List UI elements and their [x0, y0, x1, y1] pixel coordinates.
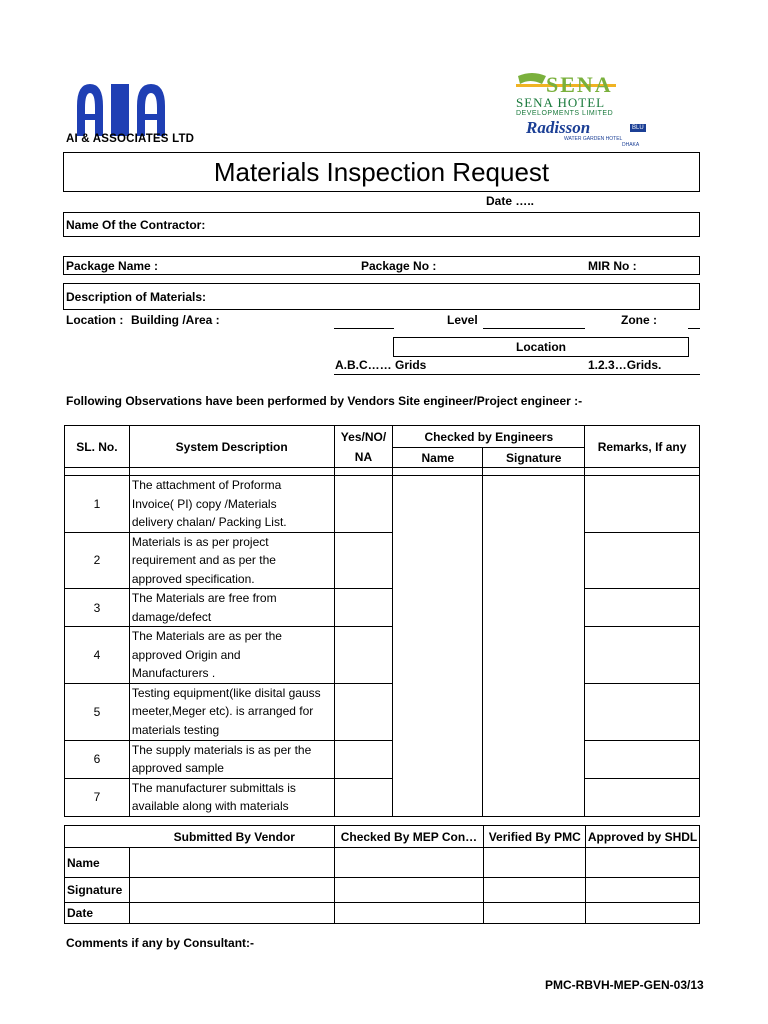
contractor-box[interactable]: [63, 212, 700, 237]
aia-logo: [74, 78, 168, 138]
header-checked: Checked by Engineers: [393, 426, 585, 448]
desc-line: approved specification.: [131, 571, 255, 586]
level-label: Level: [447, 313, 478, 327]
vendor-signature-cell[interactable]: [129, 878, 334, 903]
building-underline[interactable]: [334, 328, 394, 329]
table-row: [65, 740, 700, 778]
header-remarks: Remarks, If any: [585, 426, 700, 468]
desc-line: delivery chalan/ Packing List.: [131, 515, 287, 529]
observation-intro: Following Observations have been performed by Vendors Site engineer/Project engineer :-: [66, 394, 583, 408]
shdl-date-cell[interactable]: [586, 903, 700, 924]
spacer-cell: [585, 468, 700, 476]
desc-line: damage/defect: [131, 609, 212, 624]
desc-line: approved Origin and: [131, 647, 241, 662]
yesno-cell[interactable]: [334, 627, 393, 684]
location-label: Location :: [66, 313, 124, 327]
name-row-label: Name: [65, 848, 130, 878]
yesno-cell[interactable]: [334, 532, 393, 589]
row-description: [129, 532, 334, 589]
observation-table: [64, 425, 700, 817]
remarks-cell[interactable]: [585, 683, 700, 740]
building-label: Building /Area :: [131, 313, 220, 327]
table-row: [65, 532, 700, 589]
grids-underline[interactable]: [334, 374, 700, 375]
remarks-cell[interactable]: [585, 740, 700, 778]
row-description: [129, 589, 334, 627]
remarks-cell[interactable]: [585, 778, 700, 816]
desc-line: Materials is as per project: [131, 534, 269, 549]
contractor-label: Name Of the Contractor:: [66, 218, 206, 232]
row-sl: 3: [65, 589, 130, 627]
desc-line: The attachment of Proforma: [131, 478, 282, 492]
location-box: [393, 337, 689, 357]
mep-date-cell[interactable]: [334, 903, 484, 924]
remarks-cell[interactable]: [585, 476, 700, 533]
spacer-cell: [65, 468, 130, 476]
mir-no-label: MIR No :: [588, 259, 637, 273]
comments-label: Comments if any by Consultant:-: [66, 936, 255, 950]
table-row: [65, 589, 700, 627]
row-sl: 1: [65, 476, 130, 533]
desc-line: The manufacturer submittals is: [131, 780, 296, 795]
row-sl: 4: [65, 627, 130, 684]
engineer-signature-cell[interactable]: [483, 476, 585, 817]
desc-line: The supply materials is as per the: [131, 742, 312, 757]
yesno-cell[interactable]: [334, 778, 393, 816]
row-sl: 7: [65, 778, 130, 816]
approved-header: Approved by SHDL: [586, 826, 700, 848]
shdl-signature-cell[interactable]: [586, 878, 700, 903]
yesno-cell[interactable]: [334, 589, 393, 627]
header-sl: SL. No.: [65, 426, 130, 468]
row-sl: 2: [65, 532, 130, 589]
pmc-signature-cell[interactable]: [484, 878, 586, 903]
remarks-cell[interactable]: [585, 627, 700, 684]
desc-line: The Materials are free from: [131, 591, 277, 605]
zone-label: Zone :: [621, 313, 657, 327]
package-no-label: Package No :: [361, 259, 437, 273]
remarks-cell[interactable]: [585, 532, 700, 589]
date-row-label: Date: [65, 903, 130, 924]
row-description: [129, 683, 334, 740]
spacer-cell: [483, 468, 585, 476]
description-label: Description of Materials:: [66, 290, 207, 304]
description-box[interactable]: [63, 283, 700, 310]
submitted-header: Submitted By Vendor: [65, 826, 335, 848]
desc-line: Testing equipment(like disital gauss: [131, 685, 321, 700]
spacer-cell: [334, 468, 393, 476]
vendor-name-cell[interactable]: [129, 848, 334, 878]
sena-line2: DEVELOPMENTS LIMITED: [516, 110, 614, 117]
mep-signature-cell[interactable]: [334, 878, 484, 903]
row-sl: 6: [65, 740, 130, 778]
row-description: [129, 740, 334, 778]
header-yesno: Yes/NO/: [334, 426, 393, 448]
radisson-sub: WATER GARDEN HOTEL: [564, 136, 623, 142]
num-grids-label: 1.2.3…Grids.: [588, 358, 662, 372]
desc-line: available along with materials: [131, 799, 289, 813]
row-sl: 5: [65, 683, 130, 740]
shdl-name-cell[interactable]: [586, 848, 700, 878]
yesno-cell[interactable]: [334, 476, 393, 533]
desc-line: Invoice( PI) copy /Materials: [131, 496, 277, 511]
package-box[interactable]: [63, 256, 700, 275]
radisson-badge: BLU: [632, 125, 644, 131]
header-name: Name: [393, 448, 483, 468]
date-label: Date …..: [486, 194, 535, 208]
desc-line: Manufacturers .: [131, 666, 216, 680]
sena-brand: SENA: [546, 72, 613, 97]
pmc-name-cell[interactable]: [484, 848, 586, 878]
row-description: [129, 627, 334, 684]
level-underline[interactable]: [483, 328, 585, 329]
engineer-name-cell[interactable]: [393, 476, 483, 817]
desc-line: approved sample: [131, 761, 224, 775]
pmc-date-cell[interactable]: [484, 903, 586, 924]
remarks-cell[interactable]: [585, 589, 700, 627]
table-row: [65, 683, 700, 740]
desc-line: The Materials are as per the: [131, 629, 282, 643]
row-description: [129, 476, 334, 533]
header-system: System Description: [129, 426, 334, 468]
sena-logo: [512, 70, 660, 150]
radisson-brand: Radisson: [526, 118, 591, 137]
table-row: [65, 476, 700, 533]
zone-underline[interactable]: [688, 328, 700, 329]
row-description: [129, 778, 334, 816]
yesno-cell[interactable]: [334, 740, 393, 778]
mep-name-cell[interactable]: [334, 848, 484, 878]
abc-grids-label: A.B.C…… Grids: [335, 358, 427, 372]
table-row: [65, 778, 700, 816]
table-row: [65, 627, 700, 684]
company-name: AI & ASSOCIATES LTD: [66, 133, 195, 145]
desc-line: meeter,Meger etc). is arranged for: [131, 704, 314, 719]
radisson-city: DHAKA: [622, 142, 640, 148]
package-name-label: Package Name :: [66, 259, 159, 273]
document-code: PMC-RBVH-MEP-GEN-03/13: [545, 978, 704, 992]
desc-line: materials testing: [131, 722, 220, 737]
page-title: Materials Inspection Request: [213, 157, 550, 187]
header-yesno-na: NA: [334, 448, 393, 468]
yesno-cell[interactable]: [334, 683, 393, 740]
signature-row-label: Signature: [65, 878, 130, 903]
vendor-date-cell[interactable]: [129, 903, 334, 924]
header-signature: Signature: [483, 448, 585, 468]
spacer-cell: [393, 468, 483, 476]
verified-header: Verified By PMC: [484, 826, 586, 848]
sena-line1: SENA HOTEL: [516, 95, 606, 110]
desc-line: requirement and as per the: [131, 553, 276, 567]
location-box-label: Location: [516, 340, 566, 354]
signoff-table: [64, 825, 700, 924]
spacer-cell: [129, 468, 334, 476]
checked-header: Checked By MEP Con…: [334, 826, 484, 848]
title-box: [63, 152, 700, 192]
aia-logo-graphic: [74, 78, 168, 138]
